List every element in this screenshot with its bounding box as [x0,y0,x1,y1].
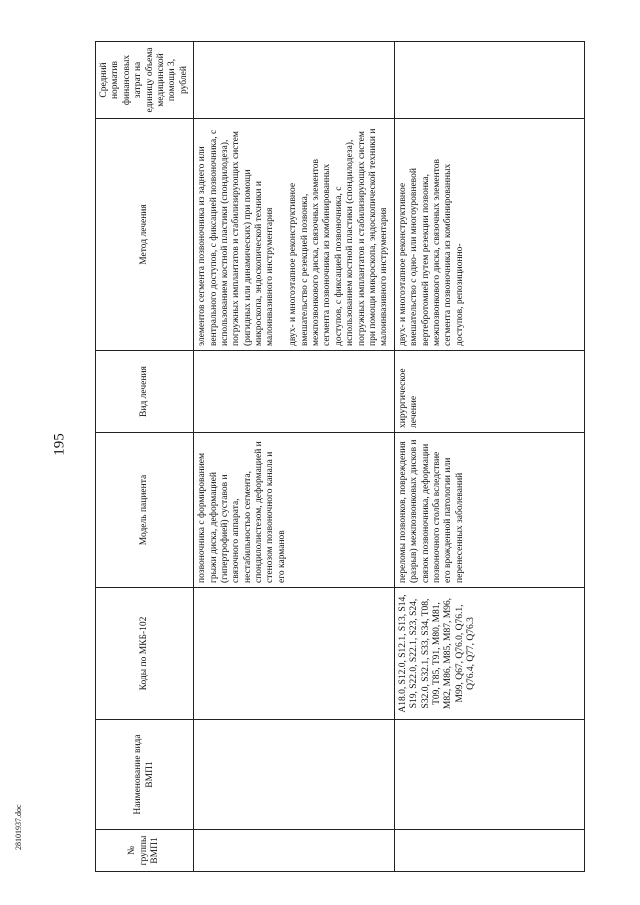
cell-method: элементов сегмента позвоночника из заднего или вентрального доступов, с фиксацией позвоночника, с использованием костной пластики (спондилодеза), погружных имплантатов и стабилизирующих систем (ригидных или динамических) при помощи микроскопа, эндоскопической техники и малоинвазивного инструментария двух- и многоэтапное реконструктивное вмешательство с резекцией позвонка, межпозвонкового диска, связочных элементов сегмента позвоночника из комбинированных доступов, с фиксацией позвоночника, с использованием костной пластики (спондилодеза), погружных имплантатов и стабилизирующих систем при помощи микроскопа, эндоскопической техники и малоинвазивного инструментария [194,119,395,351]
cell-codes [194,588,395,720]
cell-name [394,720,584,830]
header-vmp-name: Наименование вида ВМП1 [96,720,194,830]
header-group-number: № группы ВМП1 [96,830,194,872]
cell-name [194,720,395,830]
table-row [394,42,584,872]
cell-treatment [194,351,395,433]
header-patient-model: Модель пациента [96,433,194,588]
header-treatment-type: Вид лечения [96,351,194,433]
cell-model: переломы позвонков, повреждения (разрыв) межпозвонковых дисков и связок позвоночника, деформации позвоночного столба вследствие его врожденной патологии или перенесенных заболеваний [394,433,584,588]
cell-group [194,830,395,872]
table-header-row [96,42,194,872]
footer-doc-code: 28101937.doc [14,804,23,850]
cell-method: двух- и многоэтапное реконструктивное вмешательство с одно- или многоуровневой вертебротомией путем резекции позвонка, межпозвонкового диска, связочных элементов сегмента позвоночника из комбинированных доступов, репозиционно- [394,119,584,351]
header-icd-codes: Коды по МКБ-102 [96,588,194,720]
cell-treatment: хирургическое лечение [394,351,584,433]
cell-cost [394,42,584,119]
cell-group [394,830,584,872]
vmp-table [95,41,585,872]
page-number: 195 [51,433,68,456]
header-treatment-method: Метод лечения [96,119,194,351]
rotated-table-wrapper [95,42,585,872]
table-row [194,42,395,872]
cell-codes: A18.0, S12.0, S12.1, S13, S14, S19, S22.0, S22.1, S23, S24, S32.0, S32.1, S33, S34, T08, T09, T85, T91, M80, M81, M82, M86, M85, M87, M96, M99, Q67, Q76.0, Q76.1, Q76.4, Q77, Q76.3 [394,588,584,720]
cell-cost [194,42,395,119]
header-cost-norm: Средний норматив финансовых затрат на единицу объема медицинской помощи 3, рублей [96,42,194,119]
cell-model: позвоночника с формированием грыжи диска, деформацией (гипертрофией) суставов и связочного аппарата, нестабильностью сегмента, спондилолистезом, деформацией и стенозом позвоночного канала и его карманов [194,433,395,588]
